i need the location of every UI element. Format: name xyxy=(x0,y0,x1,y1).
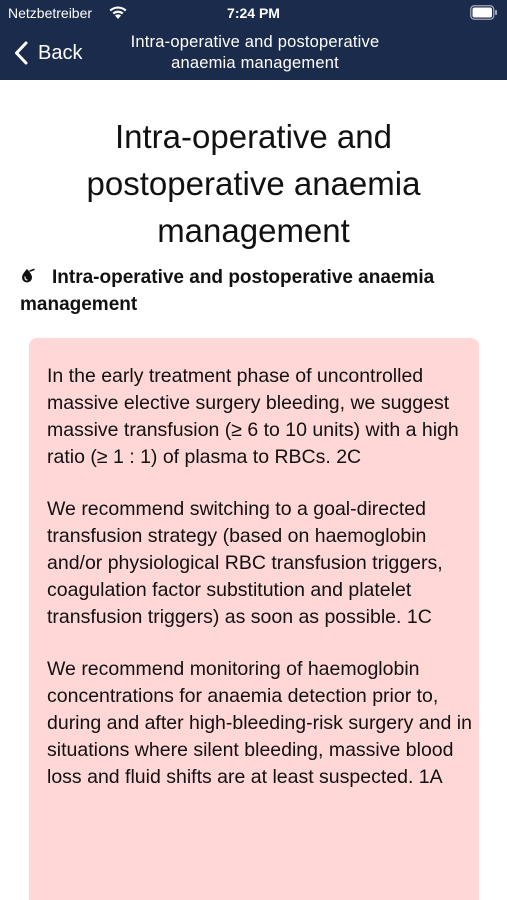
content-area[interactable] xyxy=(0,80,507,900)
blood-drop-icon xyxy=(20,268,36,284)
nav-title: Intra-operative and postoperative anaemia management xyxy=(130,33,380,72)
page-title: Intra-operative and postoperative anaemia management xyxy=(86,118,421,249)
battery-icon xyxy=(470,5,498,20)
navigation-bar xyxy=(0,27,507,80)
back-label: Back xyxy=(38,41,83,64)
clock-time: 7:24 PM xyxy=(227,5,280,21)
chevron-left-icon xyxy=(14,41,28,65)
section-heading xyxy=(20,264,490,318)
recommendation-paragraph: We recommend monitoring of haemoglobin concentrations for anaemia detection prior to, during and after high-bleeding-risk surgery and in situations where silent bleeding, massive blood loss and fluid shifts are at least suspected. 1A xyxy=(47,658,472,788)
recommendation-paragraph: In the early treatment phase of uncontrolled massive elective surgery bleeding, we suggest massive transfusion (≥ 6 to 10 units) with a high ratio (≥ 1 : 1) of plasma to RBCs. 2C xyxy=(47,365,459,468)
section-heading-text: Intra-operative and postoperative anaemia management xyxy=(20,267,435,315)
recommendation-paragraph: We recommend switching to a goal-directed transfusion strategy (based on haemoglobin and/or physiological RBC transfusion triggers, coagulation factor substitution and platelet transfusion triggers) as soon as possible. 1C xyxy=(47,498,443,628)
back-button[interactable] xyxy=(14,38,82,68)
carrier-name: Netzbetreiber xyxy=(8,5,93,21)
status-bar xyxy=(0,0,507,27)
recommendation-box xyxy=(29,338,479,900)
